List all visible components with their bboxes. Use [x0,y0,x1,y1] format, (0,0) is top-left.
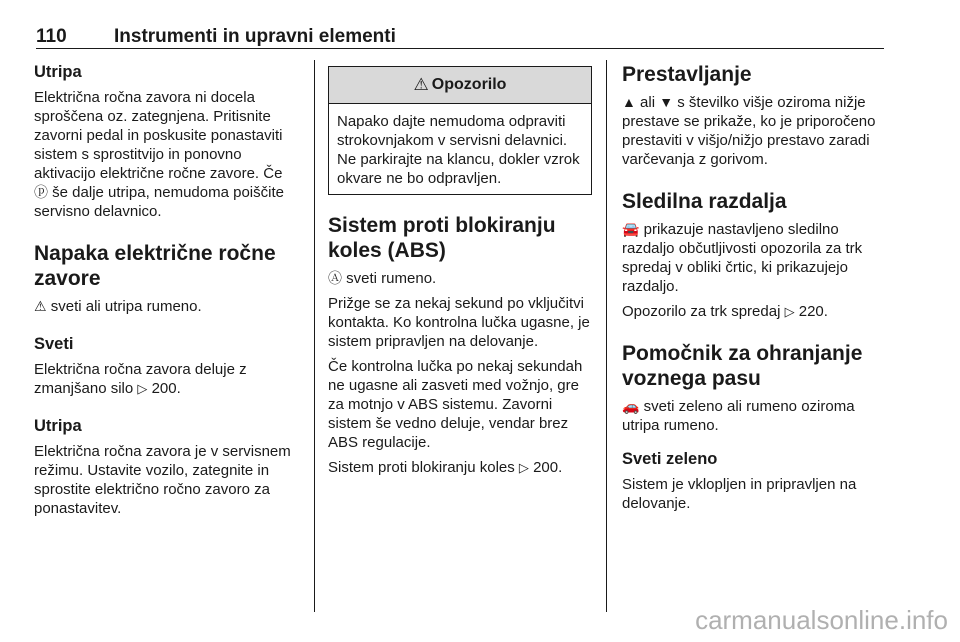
reference-arrow-icon: ▷ [518,460,529,475]
paragraph: Prižge se za nekaj sekund po vključitvi kontakta. Ko kontrolna lučka ugasne, je sistem pripravljen na delovanje. [328,295,590,350]
paragraph [328,269,592,288]
paragraph [622,93,890,169]
text: s številko višje oziroma nižje prestave se prikaže, ko je priporočeno prestaviti v višjo/nižjo prestavo zaradi varčevanja z gorivom. [622,94,876,168]
paragraph [622,302,890,321]
page-header [36,24,884,49]
paragraph: Če kontrolna lučka po nekaj sekundah ne ugasne ali zasveti med vožnjo, gre za motnjo v ABS sistemu. Zavorni sistem še vedno deluje, vendar brez ABS regulacije. [328,358,583,451]
paragraph [622,397,890,435]
column-left [34,62,300,524]
up-arrow-icon: ▲ [622,94,636,110]
page-reference[interactable]: 200. [151,380,181,397]
text: sveti rumeno. [346,270,437,287]
lane-keep-icon: 🚗 [622,398,640,414]
text: še dalje utripa, nemudoma poiščite servisno delavnico. [34,184,284,220]
watermark: carmanualsonline.info [695,605,948,635]
down-arrow-icon: ▼ [659,94,674,110]
warning-icon: ⚠ [413,75,429,94]
warning-header [329,67,591,104]
page-reference[interactable]: 220. [798,303,828,320]
page-reference[interactable]: 200. [533,459,563,476]
abs-icon: Ⓐ [328,270,342,286]
paragraph [34,88,300,221]
section-heading: Sveti [34,335,74,353]
text: Opozorilo za trk spredaj [622,303,781,320]
text: sveti zeleno ali rumeno oziroma utripa rumeno. [622,398,855,434]
text: sveti ali utripa rumeno. [50,298,202,315]
section-heading: Prestavljanje [622,63,752,86]
paragraph [34,297,300,316]
text: Sistem proti blokiranju koles [328,459,515,476]
paragraph: Električna ročna zavora je v servisnem režimu. Ustavite vozilo, zategnite in sprostite električno ročno zavoro za ponastavitev. [34,443,291,517]
text: prikazuje nastavljeno sledilno razdaljo občutljivosti opozorila za trk spredaj v obliki črtic, ki prikazujejo razdaljo. [622,221,863,295]
section-heading: Napaka električne ročne zavore [34,242,276,290]
warning-title: Opozorilo [431,76,507,93]
section-heading: Utripa [34,417,82,435]
text: Električna ročna zavora ni docela sproščena oz. zategnjena. Pritisnite zavorni pedal in poskusite ponastaviti sistem s sprostitvijo in ponovno aktivacijo električne ročne zavore. Če [34,89,283,182]
paragraph [34,360,300,398]
column-right [622,62,890,519]
text: ali [640,94,656,111]
reference-arrow-icon: ▷ [784,304,795,319]
column-divider [606,60,607,612]
paragraph [328,458,592,477]
following-distance-icon: 🚘 [622,221,640,237]
column-middle [328,62,592,483]
paragraph: Sistem je vklopljen in pripravljen na delovanje. [622,476,857,512]
parking-brake-icon: ⓟ [34,184,48,200]
page-title: Instrumenti in upravni elementi [114,26,396,47]
column-divider [314,60,315,612]
page-number: 110 [36,26,67,47]
warning-box [328,66,592,195]
warning-body [329,104,591,194]
section-heading: Pomočnik za ohranjanje voznega pasu [622,342,863,390]
paragraph: Napako dajte nemudoma odpraviti strokovnjakom v servisni delavnici. Ne parkirajte na klancu, dokler vzrok okvare ne bo odpravljen. [337,113,580,187]
text: Električna ročna zavora deluje z zmanjšano silo [34,361,247,397]
paragraph [622,220,890,296]
section-heading: Sledilna razdalja [622,190,787,213]
section-heading: Utripa [34,63,82,81]
section-heading: Sveti zeleno [622,450,718,468]
brake-fault-icon: ⚠ [34,298,47,314]
section-heading: Sistem proti blokiranju koles (ABS) [328,214,556,262]
reference-arrow-icon: ▷ [137,381,148,396]
